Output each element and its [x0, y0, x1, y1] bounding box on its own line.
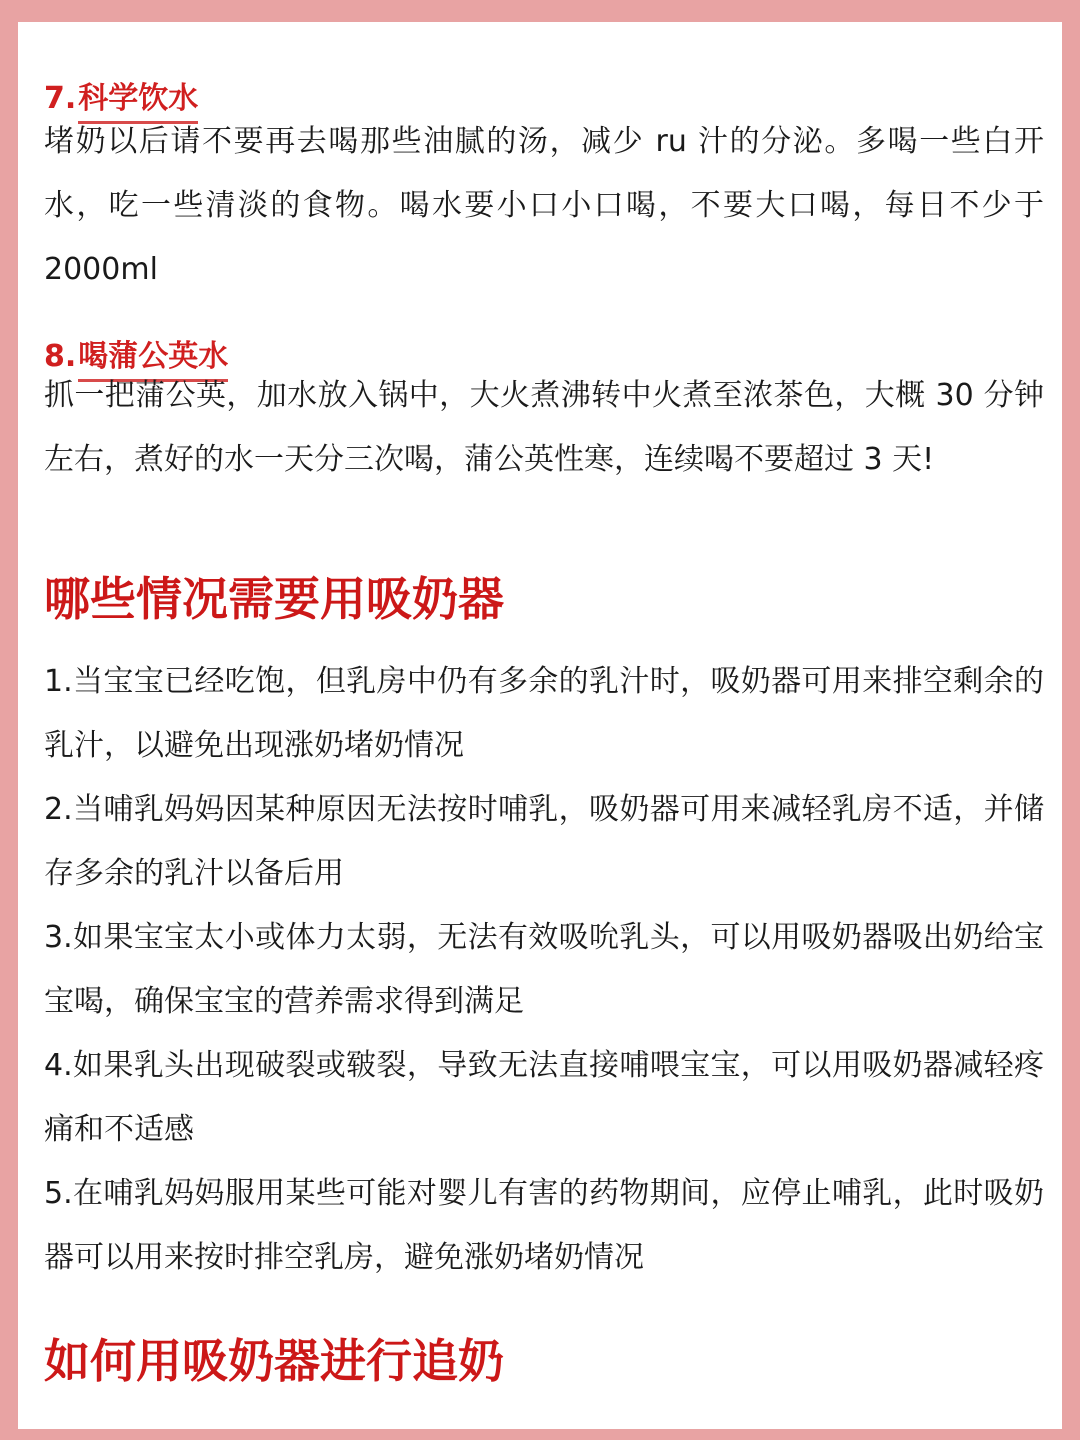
list-item: 5.在哺乳妈妈服用某些可能对婴儿有害的药物期间，应停止哺乳，此时吸奶器可以用来按时排空乳房，避免涨奶堵奶情况: [44, 1176, 1044, 1275]
section-8-number: 8.: [44, 339, 77, 374]
increase-milk-heading: 如何用吸奶器进行追奶: [44, 1334, 504, 1388]
list-item: 3.如果宝宝太小或体力太弱，无法有效吸吮乳头，可以用吸奶器吸出奶给宝宝喝，确保宝宝的营养需求得到满足: [44, 920, 1044, 1019]
article-card: [18, 22, 1062, 1429]
section-7-body: 堵奶以后请不要再去喝那些油腻的汤，减少 ru 汁的分泌。多喝一些白开水，吃一些清淡的食物。喝水要小口小口喝，不要大口喝，每日不少于 2000ml: [44, 124, 1044, 287]
breast-pump-usage-heading: 哪些情况需要用吸奶器: [44, 572, 504, 626]
section-7-title: 科学饮水: [78, 77, 198, 124]
list-item: 1.当宝宝已经吃饱，但乳房中仍有多余的乳汁时，吸奶器可用来排空剩余的乳汁，以避免出现涨奶堵奶情况: [44, 664, 1044, 763]
section-8-body: 抓一把蒲公英，加水放入锅中，大火煮沸转中火煮至浓茶色，大概 30 分钟左右，煮好的水一天分三次喝，蒲公英性寒，连续喝不要超过 3 天!: [44, 378, 1044, 477]
section-7-number: 7.: [44, 81, 77, 116]
list-item: 4.如果乳头出现破裂或皲裂，导致无法直接哺喂宝宝，可以用吸奶器减轻疼痛和不适感: [44, 1048, 1044, 1147]
list-item: 2.当哺乳妈妈因某种原因无法按时哺乳，吸奶器可用来减轻乳房不适，并储存多余的乳汁以备后用: [44, 792, 1044, 891]
section-8-title: 喝蒲公英水: [78, 335, 228, 382]
